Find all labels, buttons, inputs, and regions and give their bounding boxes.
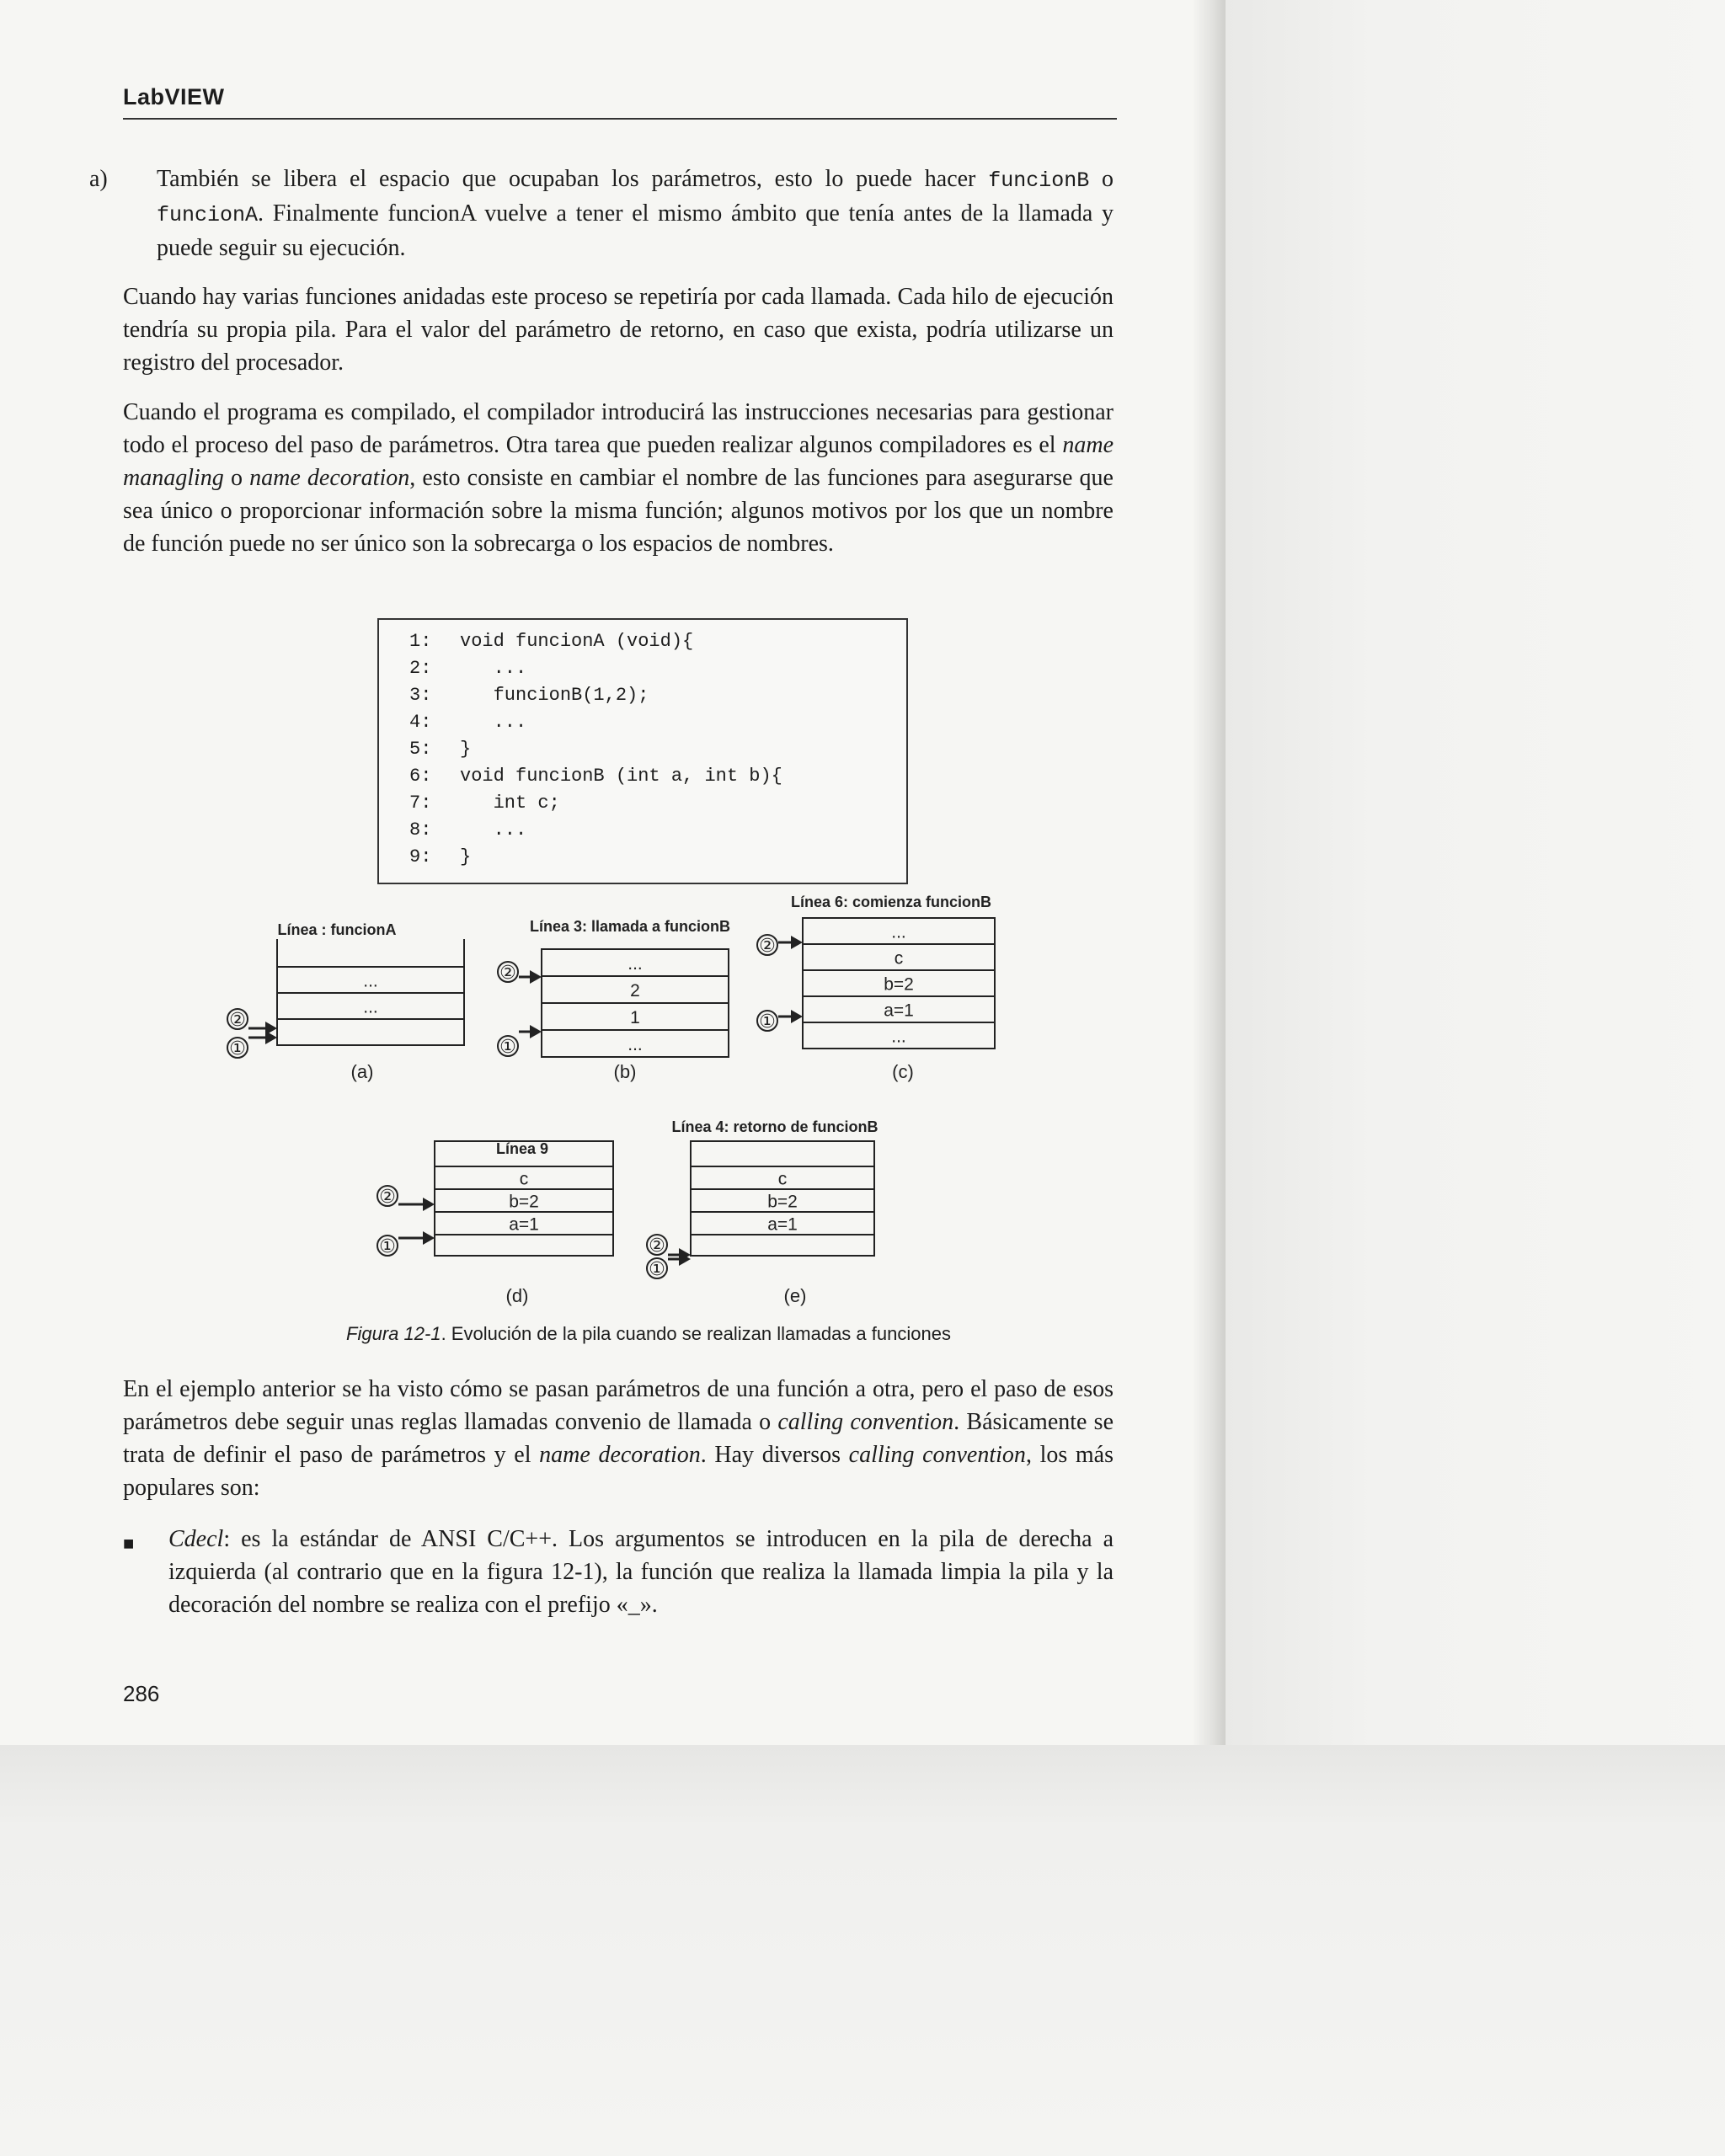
stack-pointer-arrow-head xyxy=(423,1198,435,1211)
stack-cell-value: c xyxy=(894,948,904,969)
stack-cell-value: b=2 xyxy=(767,1192,798,1212)
stack-label: (c) xyxy=(892,1061,914,1082)
stack-cell-value: a=1 xyxy=(509,1214,539,1235)
text-run: . Hay diversos xyxy=(700,1442,849,1468)
stack-title: Línea 6: comienza funcionB xyxy=(790,894,992,910)
list-item-label: a) xyxy=(89,166,108,192)
stack-marker: ① xyxy=(229,1038,246,1059)
stack-cell-value: ... xyxy=(628,1035,643,1054)
stack-cell-value: ... xyxy=(363,997,378,1017)
stack-cell-value: 1 xyxy=(630,1008,640,1027)
italic-term: calling convention xyxy=(848,1442,1026,1468)
code-text: } xyxy=(460,739,472,760)
italic-term: name decoration xyxy=(249,465,410,491)
stack-pointer-arrow-head xyxy=(530,970,542,984)
stack-pointer-arrow-head xyxy=(530,1025,542,1038)
stack-cell-value: ... xyxy=(891,1027,906,1047)
code-text: void funcionB (int a, int b){ xyxy=(460,766,782,787)
text-run: o xyxy=(223,465,250,491)
stack-cell-value: a=1 xyxy=(767,1214,798,1235)
stack-frame-top xyxy=(691,1141,874,1166)
stack-marker: ② xyxy=(499,963,516,984)
line-number: 6: xyxy=(409,766,432,787)
paragraph-1: Cuando hay varias funciones anidadas este proceso se repetiría por cada llamada. Cada hilo de ejecución tendría su propia pila. Para el valor del parámetro de retorno, en caso que exista, podría utilizarse un registro del procesador. xyxy=(123,284,1114,376)
stack-frame-bottom xyxy=(691,1235,874,1256)
stack-marker: ① xyxy=(759,1011,776,1033)
code-text: funcionB(1,2); xyxy=(460,685,649,706)
code-text: ... xyxy=(460,819,527,841)
stack-frame-bottom xyxy=(277,1019,464,1045)
running-header: LabVIEW xyxy=(123,84,225,109)
stack-marker: ② xyxy=(229,1010,246,1031)
stack-marker: ② xyxy=(649,1235,665,1257)
stack-cell-value: ... xyxy=(628,954,643,974)
code-text: } xyxy=(460,846,472,867)
stack-cell-value: b=2 xyxy=(509,1192,539,1212)
stack-cell-value: ... xyxy=(891,922,906,942)
text-run: , los más populares son: xyxy=(123,1442,1114,1501)
stack-cell-value: c xyxy=(519,1169,529,1189)
stack-marker: ① xyxy=(379,1236,396,1257)
code-inline: funcionA xyxy=(157,203,259,227)
code-text: ... xyxy=(460,712,527,733)
text-run: También se libera el espacio que ocupaban los parámetros, esto lo puede hacer xyxy=(157,166,976,192)
stack-pointer-arrow-head xyxy=(423,1231,435,1245)
stack-title: Línea 9 xyxy=(495,1140,549,1157)
stack-marker: ② xyxy=(379,1187,396,1208)
stack-pointer-arrow-head xyxy=(265,1031,277,1044)
bullet-item-cdecl xyxy=(168,1523,1114,1621)
line-number: 2: xyxy=(409,658,432,679)
figure-caption xyxy=(261,1323,1036,1345)
stack-title: Línea : funcionA xyxy=(277,921,397,938)
italic-term: name managling xyxy=(123,432,1114,491)
stack-cell-value: 2 xyxy=(630,981,640,1001)
line-number: 1: xyxy=(409,631,432,652)
text-run: , esto consiste en cambiar el nombre de las funciones para asegurarse que sea único o proporcionar información sobre la misma función; algunos motivos por los que un nombre de función puede no ser único son la sobrecarga o los espacios de nombres. xyxy=(123,465,1114,557)
stack-label: (a) xyxy=(350,1061,374,1082)
bullet-marker: ■ xyxy=(123,1533,135,1554)
code-text: ... xyxy=(460,658,527,679)
stack-label: (d) xyxy=(505,1285,529,1306)
code-inline: funcionB xyxy=(988,168,1090,193)
text-run: o xyxy=(1089,166,1114,192)
italic-term: calling convention xyxy=(777,1409,954,1435)
line-number: 8: xyxy=(409,819,432,841)
stack-pointer-arrow-head xyxy=(791,1010,803,1023)
page-number: 286 xyxy=(123,1681,160,1706)
line-number: 7: xyxy=(409,792,432,814)
code-text: void funcionA (void){ xyxy=(460,631,694,652)
italic-term: Cdecl xyxy=(168,1526,224,1552)
stack-title: Línea 4: retorno de funcionB xyxy=(671,1118,879,1135)
line-number: 3: xyxy=(409,685,432,706)
stack-pointer-arrow-head xyxy=(791,936,803,949)
stack-cell-value: a=1 xyxy=(884,1001,914,1021)
stack-label: (b) xyxy=(613,1061,637,1082)
stack-frame-bottom xyxy=(435,1235,613,1256)
line-number: 5: xyxy=(409,739,432,760)
text-run: : es la estándar de ANSI C/C++. Los argumentos se introducen en la pila de derecha a izquierda (al contrario que en la figura 12-1), la función que realiza la llamada limpia la pila y la decoración del nombre se realiza con el prefijo «_». xyxy=(168,1526,1114,1618)
code-text: int c; xyxy=(460,792,560,814)
stack-marker: ① xyxy=(499,1037,516,1058)
stack-label: (e) xyxy=(783,1285,807,1306)
stack-title: Línea 3: llamada a funcionB xyxy=(529,918,731,935)
caption-text: . Evolución de la pila cuando se realizan llamadas a funciones xyxy=(441,1323,951,1344)
stack-cell-value: b=2 xyxy=(884,974,914,995)
caption-label: Figura 12-1 xyxy=(346,1323,441,1344)
stack-cell-value: c xyxy=(777,1169,788,1189)
line-number: 9: xyxy=(409,846,432,867)
stack-marker: ② xyxy=(759,936,776,957)
stack-marker: ① xyxy=(649,1259,665,1280)
line-number: 4: xyxy=(409,712,432,733)
text-run: . Básicamente se trata de definir el paso de parámetros y el xyxy=(123,1409,1114,1468)
text-run: . Finalmente funcionA vuelve a tener el mismo ámbito que tenía antes de la llamada y puede seguir su ejecución. xyxy=(157,200,1114,261)
paragraph-3 xyxy=(123,1373,1114,1504)
stack-cell-value: ... xyxy=(363,971,378,991)
text-run: Cuando el programa es compilado, el compilador introducirá las instrucciones necesarias para gestionar todo el proceso del paso de parámetros. Otra tarea que pueden realizar algunos compiladores es el xyxy=(123,399,1114,458)
italic-term: name decoration xyxy=(539,1442,701,1468)
text-run: En el ejemplo anterior se ha visto cómo se pasan parámetros de una función a otra, pero el paso de esos parámetros debe seguir unas reglas llamadas convenio de llamada o xyxy=(123,1376,1114,1435)
